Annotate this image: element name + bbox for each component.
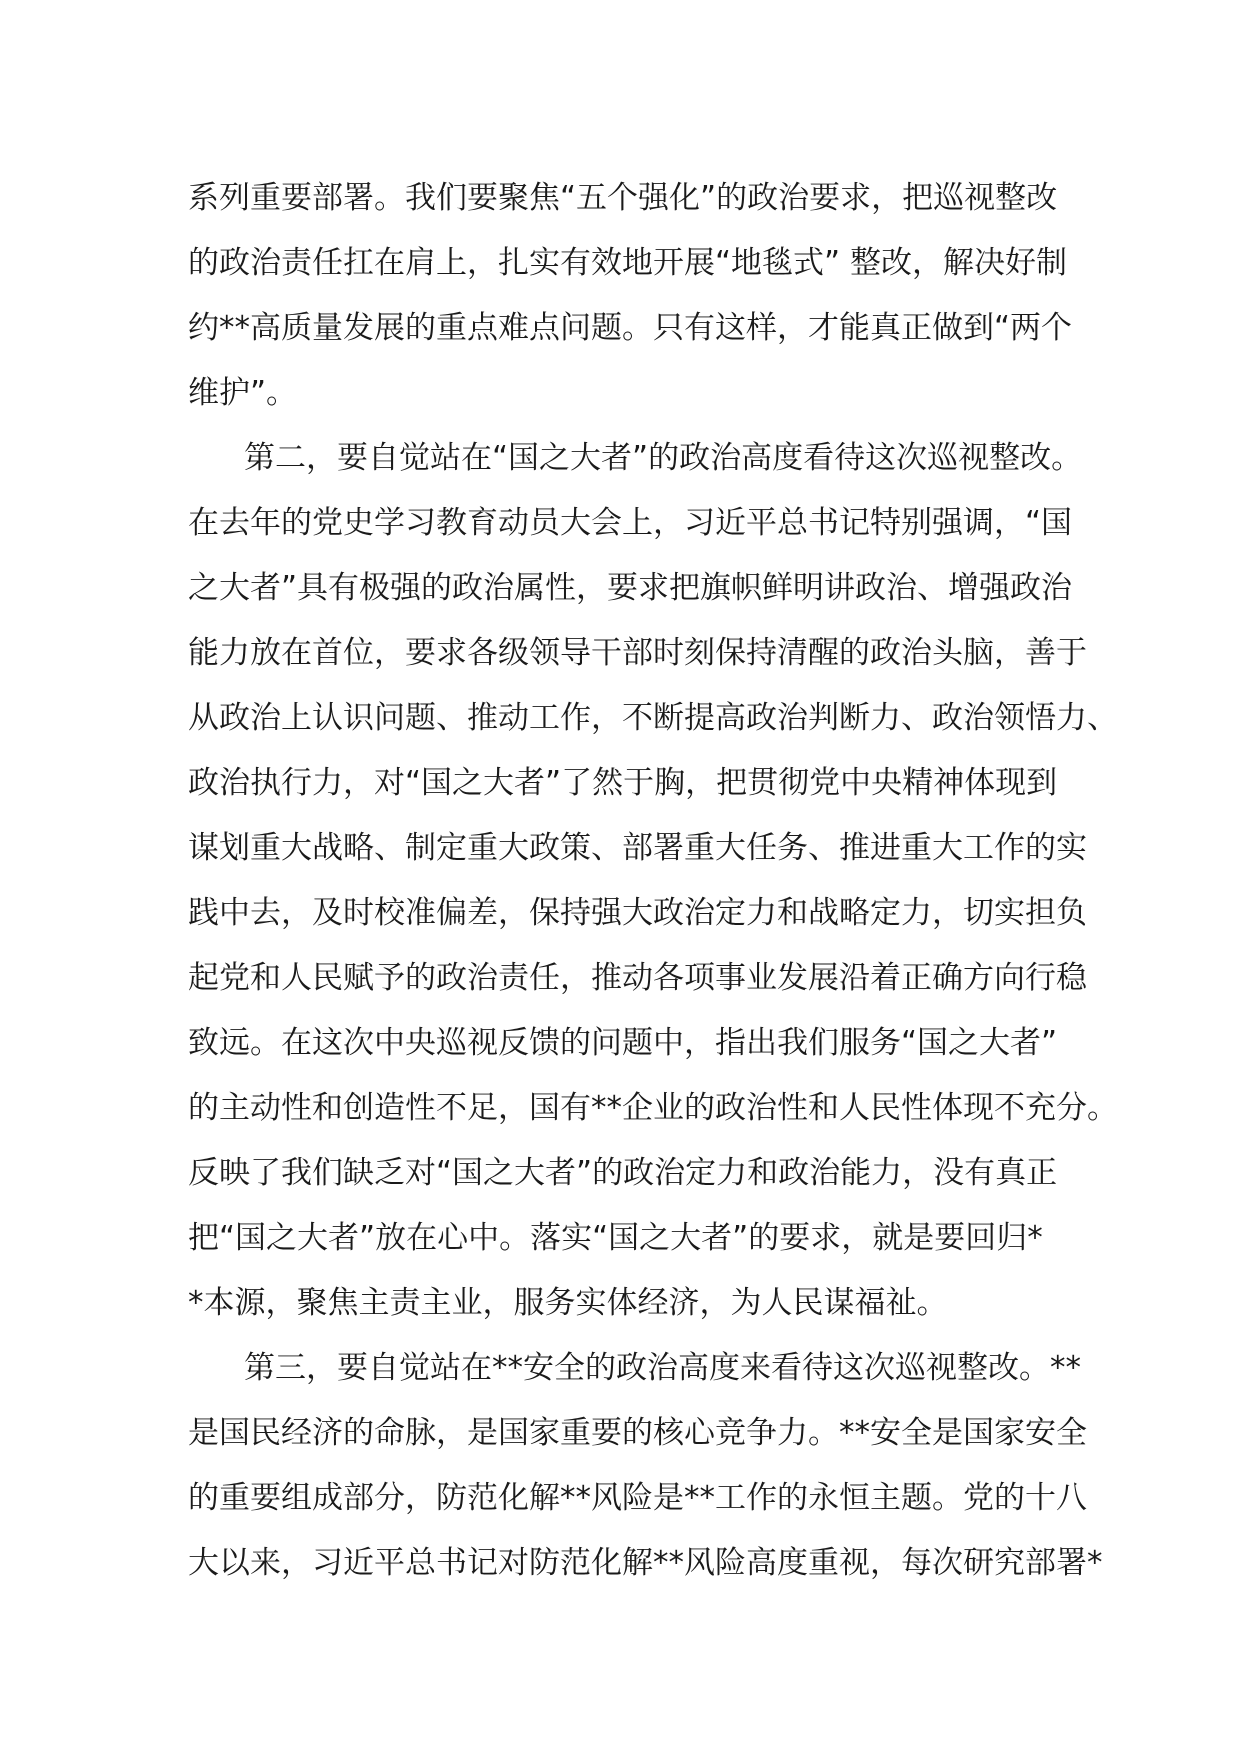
text-line: *本源，聚焦主责主业，服务实体经济，为人民谋福祉。 [188, 1285, 948, 1321]
text-line: 的重要组成部分，防范化解**风险是**工作的永恒主题。党的十八 [188, 1480, 1087, 1516]
text-line: 谋划重大战略、制定重大政策、部署重大任务、推进重大工作的实 [188, 830, 1087, 866]
text-line: 反映了我们缺乏对“国之大者”的政治定力和政治能力，没有真正 [188, 1155, 1058, 1191]
text-line: 是国民经济的命脉，是国家重要的核心竞争力。**安全是国家安全 [188, 1415, 1087, 1451]
text-line: 系列重要部署。我们要聚焦“五个强化”的政治要求，把巡视整改 [188, 180, 1058, 216]
text-line: 的政治责任扛在肩上，扎实有效地开展“地毯式” 整改，解决好制 [188, 245, 1067, 281]
text-line: 约**高质量发展的重点难点问题。只有这样，才能真正做到“两个 [188, 310, 1073, 346]
text-line: 之大者”具有极强的政治属性，要求把旗帜鲜明讲政治、增强政治 [188, 570, 1073, 606]
text-line: 在去年的党史学习教育动员大会上，习近平总书记特别强调，“国 [188, 505, 1073, 541]
text-line: 起党和人民赋予的政治责任，推动各项事业发展沿着正确方向行稳 [188, 960, 1087, 996]
text-line: 把“国之大者”放在心中。落实“国之大者”的要求，就是要回归* [188, 1220, 1043, 1256]
body-text [188, 166, 1118, 1596]
text-line: 的主动性和创造性不足，国有**企业的政治性和人民性体现不充分。 [188, 1090, 1118, 1126]
text-line: 从政治上认识问题、推动工作，不断提高政治判断力、政治领悟力、 [188, 700, 1118, 736]
text-line: 致远。在这次中央巡视反馈的问题中，指出我们服务“国之大者” [188, 1025, 1058, 1061]
text-line: 政治执行力，对“国之大者”了然于胸，把贯彻党中央精神体现到 [188, 765, 1058, 801]
text-line: 维护”。 [188, 375, 298, 411]
text-line: 能力放在首位，要求各级领导干部时刻保持清醒的政治头脑，善于 [188, 635, 1087, 671]
text-line: 大以来，习近平总书记对防范化解**风险高度重视，每次研究部署* [188, 1545, 1103, 1581]
paragraph-start-line: 第二，要自觉站在“国之大者”的政治高度看待这次巡视整改。 [244, 440, 1083, 476]
paragraph-start-line: 第三，要自觉站在**安全的政治高度来看待这次巡视整改。** [244, 1350, 1081, 1386]
text-line: 践中去，及时校准偏差，保持强大政治定力和战略定力，切实担负 [188, 895, 1087, 931]
